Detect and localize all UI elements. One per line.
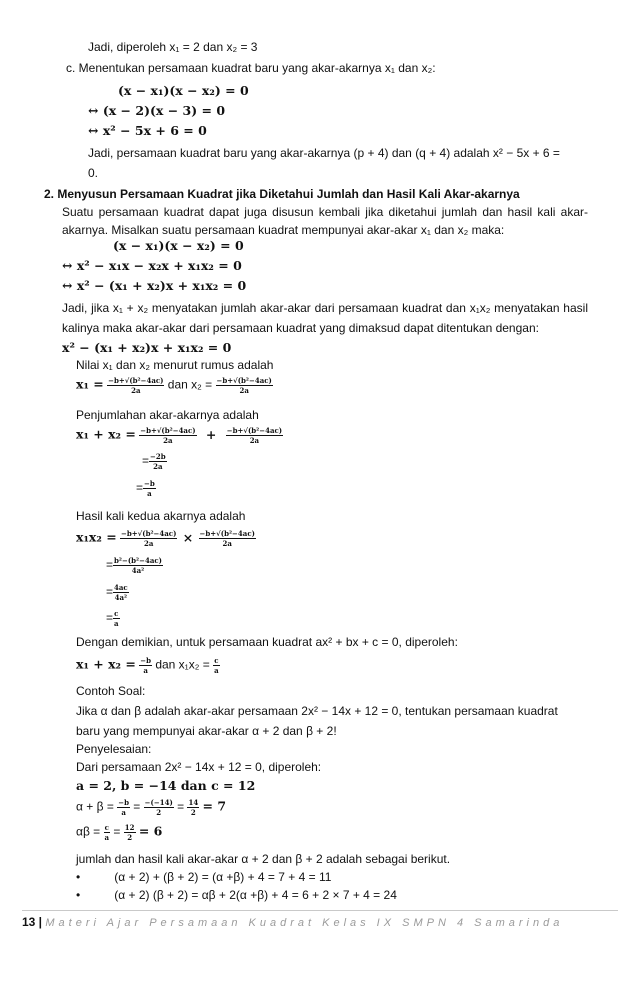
root1-fraction: $\frac{\text{−b+√(b²−4ac)}}{2a}$ <box>108 376 164 395</box>
sum-step-1: = $\frac{-2b}{2a}$ <box>142 452 166 471</box>
solution-line-2: jumlah dan hasil kali akar-akar α + 2 dan β + 2 adalah sebagai berikut. <box>76 852 451 866</box>
alpha-beta-sum: α + β = $\frac{-b}{a}$ = $\frac{-(-14)}{2}$ = $\frac{14}{2}$ = 7 <box>76 798 227 817</box>
conclusion-line: Jadi, persamaan kuadrat baru yang akar-akarnya (p + 4) dan (q + 4) adalah x² − 5x + 6 = <box>88 146 560 160</box>
example-heading: Contoh Soal: <box>76 684 146 698</box>
coefficients: a = 2, b = −14 dan c = 12 <box>76 778 256 793</box>
example-text-1: Jika α dan β adalah akar-akar persamaan 2x² − 14x + 12 = 0, tentukan persamaan kuadrat <box>76 704 558 718</box>
bullet-item-2: • (α + 2) (β + 2) = αβ + 2(α +β) + 4 = 6 + 2 × 7 + 4 = 24 <box>76 888 397 902</box>
solution-heading: Penyelesaian: <box>76 742 152 756</box>
derivation-1: (x − x₁)(x − x₂) = 0 <box>113 238 244 253</box>
root2-fraction: $\frac{\text{−b+√(b²−4ac)}}{2a}$ <box>216 376 272 395</box>
section-heading-2: 2. Menyusun Persamaan Kuadrat jika Diketahui Jumlah dan Hasil Kali Akar-akarnya <box>44 187 520 201</box>
sum-product-paragraph: Jadi, jika x₁ + x₂ menyatakan jumlah akar-akar dari persamaan kuadrat dan x₁x₂ menyatakan hasil kalinya maka akar-akar dari persamaan kuadrat yang dimaksud dapat ditentukan dengan: <box>62 301 588 335</box>
vieta-result: x₁ + x₂ = $\frac{-b}{a}$ dan x₁x₂ = $\frac{c}{a}$ <box>76 656 219 675</box>
sum-formula: x₁ + x₂ = $\frac{\text{−b+√(b²−4ac)}}{2a}$ + $\frac{\text{−b+√(b²−4ac)}}{2a}$ <box>76 426 283 445</box>
alpha-beta-product: αβ = $\frac{c}{a}$ = $\frac{12}{2}$ = 6 <box>76 823 163 842</box>
sum-label: Penjumlahan akar-akarnya adalah <box>76 408 259 422</box>
x1-label: x₁ = <box>76 376 104 392</box>
page-footer <box>22 914 563 931</box>
roots-formula <box>76 376 273 395</box>
bullet-item-1: • (α + 2) + (β + 2) = (α +β) + 4 = 7 + 4 = 11 <box>76 870 332 884</box>
solution-line-1: Dari persamaan 2x² − 14x + 12 = 0, diperoleh: <box>76 760 322 774</box>
product-step-3: = $\frac{c}{a}$ <box>106 609 119 628</box>
step-c-heading: c. Menentukan persamaan kuadrat baru yang akar-akarnya x₁ dan x₂: <box>66 61 436 75</box>
derivation-2: ↔ x² − x₁x − x₂x + x₁x₂ = 0 <box>62 258 242 273</box>
equation-step-2: ↔ (x − 2)(x − 3) = 0 <box>88 103 226 118</box>
sum-step-2: = $\frac{-b}{a}$ <box>136 479 155 498</box>
product-step-2: = $\frac{4ac}{\text{4a²}}$ <box>106 583 128 602</box>
roots-formula-label: Nilai x₁ dan x₂ menurut rumus adalah <box>76 358 274 372</box>
equation-step-1: (x − x₁)(x − x₂) = 0 <box>118 83 249 98</box>
page-number: 13 | <box>22 915 43 929</box>
derivation-3: ↔ x² − (x₁ + x₂)x + x₁x₂ = 0 <box>62 278 247 293</box>
product-label: Hasil kali kedua akarnya adalah <box>76 509 246 523</box>
x2-label: dan x₂ = <box>167 377 213 392</box>
equation-step-3: ↔ x² − 5x + 6 = 0 <box>88 123 207 138</box>
line-result-roots: Jadi, diperoleh x₁ = 2 dan x₂ = 3 <box>88 40 258 54</box>
conclusion-line-end: 0. <box>88 166 99 180</box>
product-formula: x₁x₂ = $\frac{\text{−b+√(b²−4ac)}}{2a}$ × $\frac{\text{−b+√(b²−4ac)}}{2a}$ <box>76 529 255 548</box>
example-text-2: baru yang mempunyai akar-akar α + 2 dan β + 2! <box>76 724 337 738</box>
footer-rule <box>22 910 618 911</box>
general-form: x² − (x₁ + x₂)x + x₁x₂ = 0 <box>62 340 232 355</box>
product-step-1: = $\frac{\text{b²−(b²−4ac)}}{\text{4a²}}$ <box>106 556 162 575</box>
intro-paragraph: Suatu persamaan kuadrat dapat juga disusun kembali jika diketahui jumlah dan hasil kali akar-akarnya. Misalkan suatu persamaan kuadrat mempunyai akar-akar x₁ dan x₂ maka: <box>62 205 588 237</box>
footer-title: Materi Ajar Persamaan Kuadrat Kelas IX SMPN 4 Samarinda <box>45 917 564 929</box>
conclusion-general: Dengan demikian, untuk persamaan kuadrat ax² + bx + c = 0, diperoleh: <box>76 635 458 649</box>
